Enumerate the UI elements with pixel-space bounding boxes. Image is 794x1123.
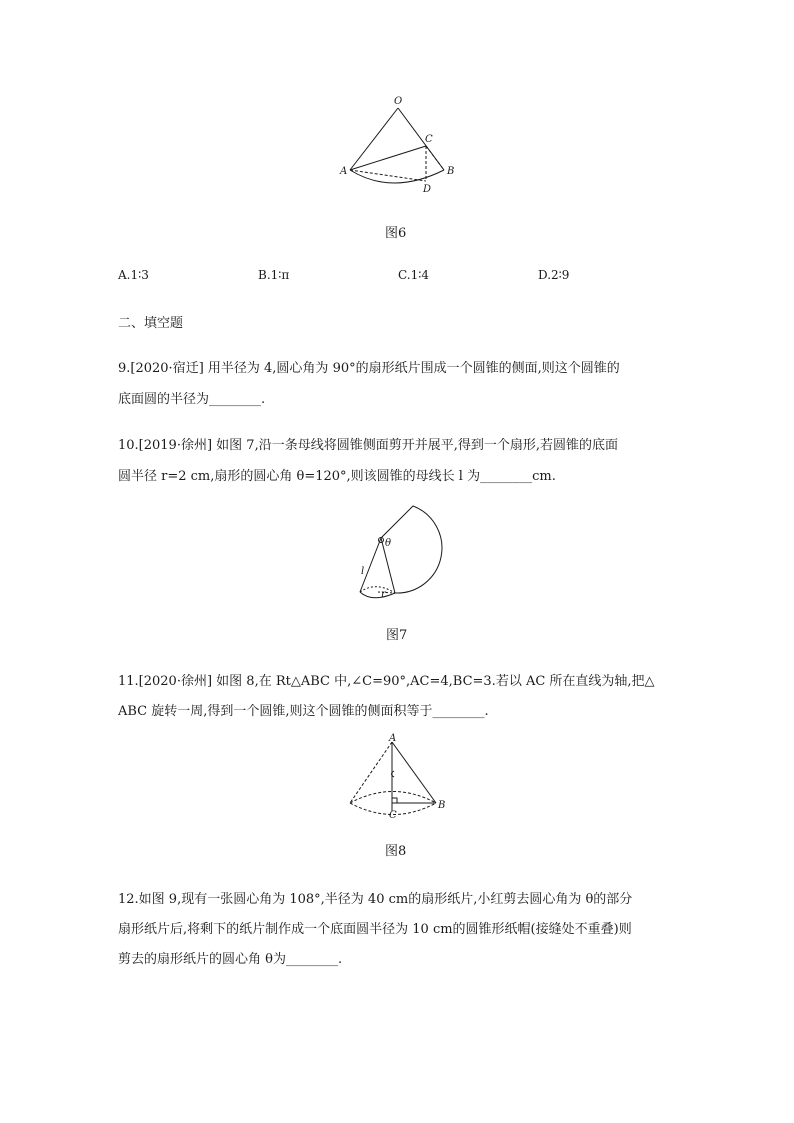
- q10-line-1: 10.[2019·徐州] 如图 7,沿一条母线将圆锥侧面剪开并展平,得到一个扇形,若圆锥的底面: [118, 438, 618, 453]
- figure-8-diagram: [344, 732, 456, 822]
- label-o: O: [394, 96, 403, 107]
- figure-7-caption: 图7: [386, 628, 408, 643]
- label-d: D: [423, 184, 432, 195]
- q12-line-1: 12.如图 9,现有一张圆心角为 108°,半径为 40 cm的扇形纸片,小红剪去圆心角为 θ的部分: [118, 892, 633, 907]
- base-ellipse-back: [350, 792, 436, 804]
- segment-ac: [350, 146, 426, 170]
- q12-line-3: 剪去的扇形纸片的圆心角 θ为________.: [118, 952, 343, 967]
- label-c: C: [389, 810, 397, 821]
- figure-6-caption: 图6: [385, 226, 407, 241]
- generatrix-left-dashed: [350, 742, 392, 803]
- option-b: B.1∶π: [258, 268, 290, 282]
- option-d: D.2∶9: [538, 268, 570, 282]
- cone-base-front: [360, 592, 395, 598]
- label-b: B: [438, 800, 446, 811]
- label-b: B: [447, 166, 455, 177]
- figure-7-diagram: [350, 496, 445, 608]
- q11-line-2: ABC 旋转一周,得到一个圆锥,则这个圆锥的侧面积等于________.: [118, 704, 489, 719]
- right-angle-marker: [392, 798, 397, 803]
- q9-line-2: 底面圆的半径为________.: [118, 392, 266, 407]
- figure-8-caption: 图8: [385, 844, 407, 859]
- option-c: C.1∶4: [398, 268, 429, 282]
- label-theta: θ: [385, 538, 392, 549]
- option-a: A.1∶3: [118, 268, 149, 282]
- label-a: A: [389, 733, 397, 744]
- sector-outline: [381, 506, 442, 593]
- label-c: C: [425, 134, 433, 145]
- figure-6-diagram: [330, 92, 470, 202]
- q10-line-2: 圆半径 r=2 cm,扇形的圆心角 θ=120°,则该圆锥的母线长 l 为________cm.: [118, 469, 556, 484]
- q11-line-1: 11.[2020·徐州] 如图 8,在 Rt△ABC 中,∠C=90°,AC=4,BC=3.若以 AC 所在直线为轴,把△: [118, 674, 655, 689]
- q12-line-2: 扇形纸片后,将剩下的纸片制作成一个底面圆半径为 10 cm的圆锥形纸帽(接缝处不重叠)则: [118, 922, 632, 937]
- segment-ob: [398, 108, 444, 170]
- q9-line-1: 9.[2020·宿迁] 用半径为 4,圆心角为 90°的扇形纸片围成一个圆锥的侧面,则这个圆锥的: [118, 361, 620, 376]
- segment-oa: [350, 108, 398, 170]
- label-l: l: [361, 566, 365, 577]
- cone-left-generatrix: [360, 538, 381, 592]
- label-a: A: [340, 166, 348, 177]
- cone-base-back: [360, 587, 395, 593]
- section-title: 二、填空题: [118, 316, 184, 331]
- label-r: r: [381, 589, 386, 600]
